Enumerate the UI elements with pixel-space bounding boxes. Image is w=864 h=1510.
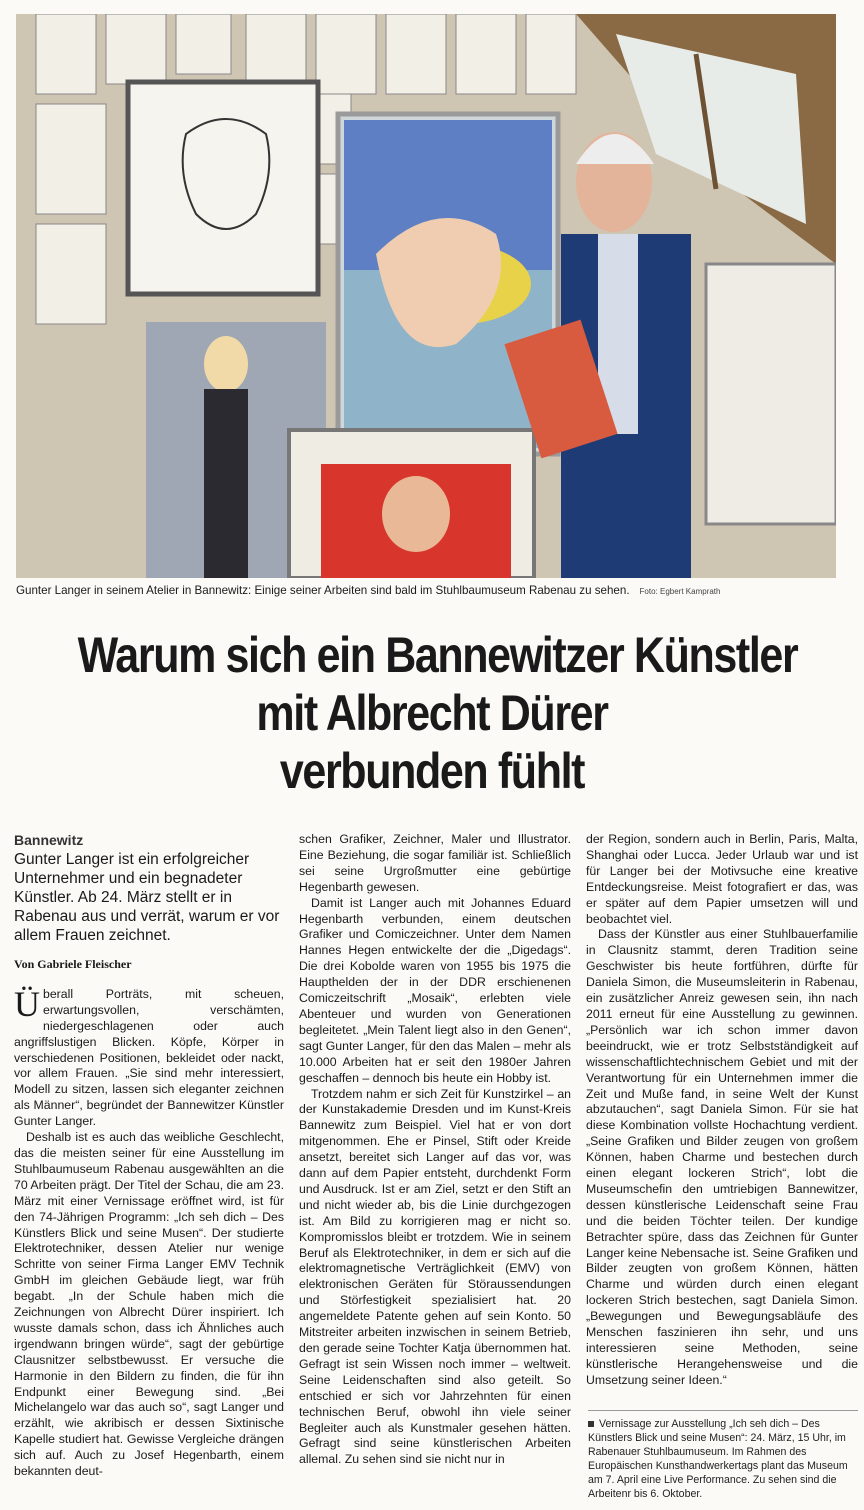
body-text: berall Porträts, mit scheuen, erwartungsvollen, verschämten, niedergeschlagenen oder auch angriffslustigen Blicken. Köpfe, Körper in verschiedenen Positionen, bekleidet oder nackt, vor allem Frauen. „Sie sind mehr interessiert, Modell zu sitzen, lassen sich eleganter zeichnen als Männer“, begründet der Bannewitzer Künstler Gunter Langer.: [14, 986, 284, 1129]
bullet-square-icon: [588, 1421, 594, 1427]
lead-paragraph: Gunter Langer ist ein erfolgreicher Unternehmer und ein begnadeter Künstler. Ab 24. März stellt er in Rabenau aus und verrät, warum er vor allem Frauen zeichnet.: [14, 851, 280, 944]
body-paragraph-1: [14, 983, 284, 1130]
photo-caption: Gunter Langer in seinem Atelier in Bannewitz: Einige seiner Arbeiten sind bald im Stuhlbaumuseum Rabenau zu sehen.: [16, 584, 630, 597]
author-byline: Von Gabriele Fleischer: [14, 957, 132, 971]
column-3: [586, 832, 858, 1389]
event-note-text: Vernissage zur Ausstellung „Ich seh dich – Des Künstlers Blick und seine Musen“: 24. März, 15 Uhr, im Rabenauer Stuhlbaumuseum. Im Rahmen des Europäischen Kunsthandwerkertags plant das Museum am 7. April eine Live Performance. Zu sehen sind die Arbeitenr bis 6. Oktober.: [588, 1418, 848, 1500]
body-paragraph-3: schen Grafiker, Zeichner, Maler und Illustrator. Eine Beziehung, die sogar familiär ist. Schließlich sei seine Urgroßmutter eine gebürtige Hegenbarth gewesen.: [299, 832, 571, 894]
body-paragraph-6: der Region, sondern auch in Berlin, Paris, Malta, Shanghai oder Lucca. Jeder Urlaub war und ist für Langer bei der Motivsuche eine kreative Entdeckungsreise. Meist fotografiert er das, was er später auf dem Papier umsetzen will und beobachtet viel.: [586, 832, 858, 926]
article-photo: [16, 14, 836, 578]
photo-illustration: [16, 14, 836, 578]
body-paragraph-2: Deshalb ist es auch das weibliche Geschlecht, das die meisten seiner für eine Ausstellung im Stuhlbaumuseum Rabenau ausgewählten an die 70 Arbeiten prägt. Der Titel der Schau, die am 23. März mit einer Vernissage eröffnet wird, ist für den 74-Jährigen Programm: „Ich seh dich – Des Künstlers Blick und seine Musen“. Der studierte Elektrotechniker, dessen Atelier nur wenige Schritte von seiner Firma Langer EMV Technik GmbH im gleichen Gebäude liegt, war früh begabt. „In der Schule haben mich die Zeichnungen von Albrecht Dürer inspiriert. Ich wusste damals schon, dass ich Ähnliches auch irgendwann bringen würde“, sagt der gebürtige Clausnitzer selbstbewusst. Er versuche die Harmonie in den Bildern zu finden, die für ihn Endpunkt einer Bewegung sind. „Bei Michelangelo war das auch so“, sagt Langer und erzählt, wie akribisch er dessen Sixtinische Kapelle studiert hat. Gewisse Vergleiche drängen sich auf. Auch zu Josef Hegenbarth, einem bekannten deut-: [14, 1130, 285, 1479]
drop-cap: Ü: [14, 983, 40, 1024]
column-2: [299, 832, 571, 1468]
column-1: [14, 832, 284, 1480]
body-paragraph-4: Damit ist Langer auch mit Johannes Eduard Hegenbarth verbunden, einem deutschen Grafiker und Comiczeichner. Unter dem Namen Hannes Hegen entwickelte der die „Digedags“. Die drei Kobolde waren von 1955 bis 1975 die Haupthelden der in der DDR erschienenen Comiczeitschrift „Mosaik“, erlebten viele Abenteuer und wurden von Generationen begleitetet. „Mein Talent liegt also in den Genen“, sagt Gunter Langer, für den das Malen – mehr als 10.000 Arbeiten hat er seit den 1980er Jahren geschaffen – dennoch bis heute ein Hobby ist.: [299, 895, 571, 1085]
headline-line-2: mit Albrecht Dürer: [256, 685, 608, 741]
photo-caption-row: [16, 584, 852, 606]
headline-line-1: Warum sich ein Bannewitzer Künstler: [77, 627, 798, 683]
headline: [77, 626, 798, 800]
body-paragraph-7: Dass der Künstler aus einer Stuhlbauerfamilie in Clausnitz stammt, deren Tradition seine Geschwister bis heute fortführen, dürfte für Daniela Simon, die Museumsleiterin in Rabenau, ein zusätzlicher Anreiz gewesen sein, ihn nach 2011 erneut für eine Ausstellung zu gewinnen. „Persönlich war ich schon immer davon beeindruckt, wie er trotz Selbstständigkeit auf wissenschaftlichtechnischem Gebiet und mit der Verantwortung für ein Unternehmen immer die Zeit und Muße fand, in seine Welt der Kunst abzutauchen“, sagt Daniela Simon. Für sie hat diese Kombination vollste Hochachtung verdient. „Seine Grafiken und Bilder zeugen von großem Können, haben Charme und bestechen durch einen elegant lockeren Strich“, lobt die Museumschefin den umtriebigen Bannewitzer, dessen künstlerische Leidenschaft seine Frau und die beiden Töchter teilen. Der kundige Betrachter spüre, dass das Zeichnen für Gunter Langer keine Nebensache ist. Seine Grafiken und Bilder zeugten von großem Können, hätten Charme und würden durch einen elegant lockeren Strich bestechen, sagt Daniela Simon. „Bewegungen und Bewegungsabläufe des Menschen faszinieren ihn sehr, und uns interessieren seine Methoden, seine künstlerische Herangehensweise und die Umsetzung seiner Ideen.“: [586, 927, 858, 1387]
photo-credit: Foto: Egbert Kamprath: [639, 587, 721, 596]
event-note: [588, 1410, 858, 1501]
body-paragraph-5: Trotzdem nahm er sich Zeit für Kunstzirkel – an der Kunstakademie Dresden und im Kunst-Kreis Bannewitz zum Beispiel. Viel hat er von dort mitgenommen. Ehe er Pinsel, Stift oder Kreide ansetzt, bereitet sich Langer auf das vor, was dann auf dem Papier entsteht, durchdenkt Form und Ausdruck. Ist er am Ziel, setzt er den Stift an und nicht wieder ab, bis die Linie durchgezogen ist. Am Bild zu korrigieren mag er nicht so. Kompromisslos bleibt er trotzdem. Wie in seinem Beruf als Elektrotechniker, in dem er sich auf die elektromagnetische Verträglichkeit (EMV) von elektronischen Geräten für Störaussendungen und Störfestigkeit spezialisiert hat. 20 angemeldete Patente gehen auf sein Konto. 50 Mitstreiter arbeiten inzwischen in seinem Betrieb, den gerade seine Tochter Katja übernommen hat. Gefragt ist sein Wissen noch immer – weltweit. Seine Leidenschaften sind also geteilt. So entschied er sich vor Jahrzehnten für einen technischen Beruf, obwohl ihn viele seiner Begleiter auch als Kunstmaler gesehen hätten. Gefragt sind seine künstlerischen Arbeiten allemal. Zu sehen sind sie nicht nur in: [299, 1086, 571, 1467]
headline-line-3: verbunden fühlt: [279, 743, 585, 799]
dateline: Bannewitz: [14, 832, 84, 848]
